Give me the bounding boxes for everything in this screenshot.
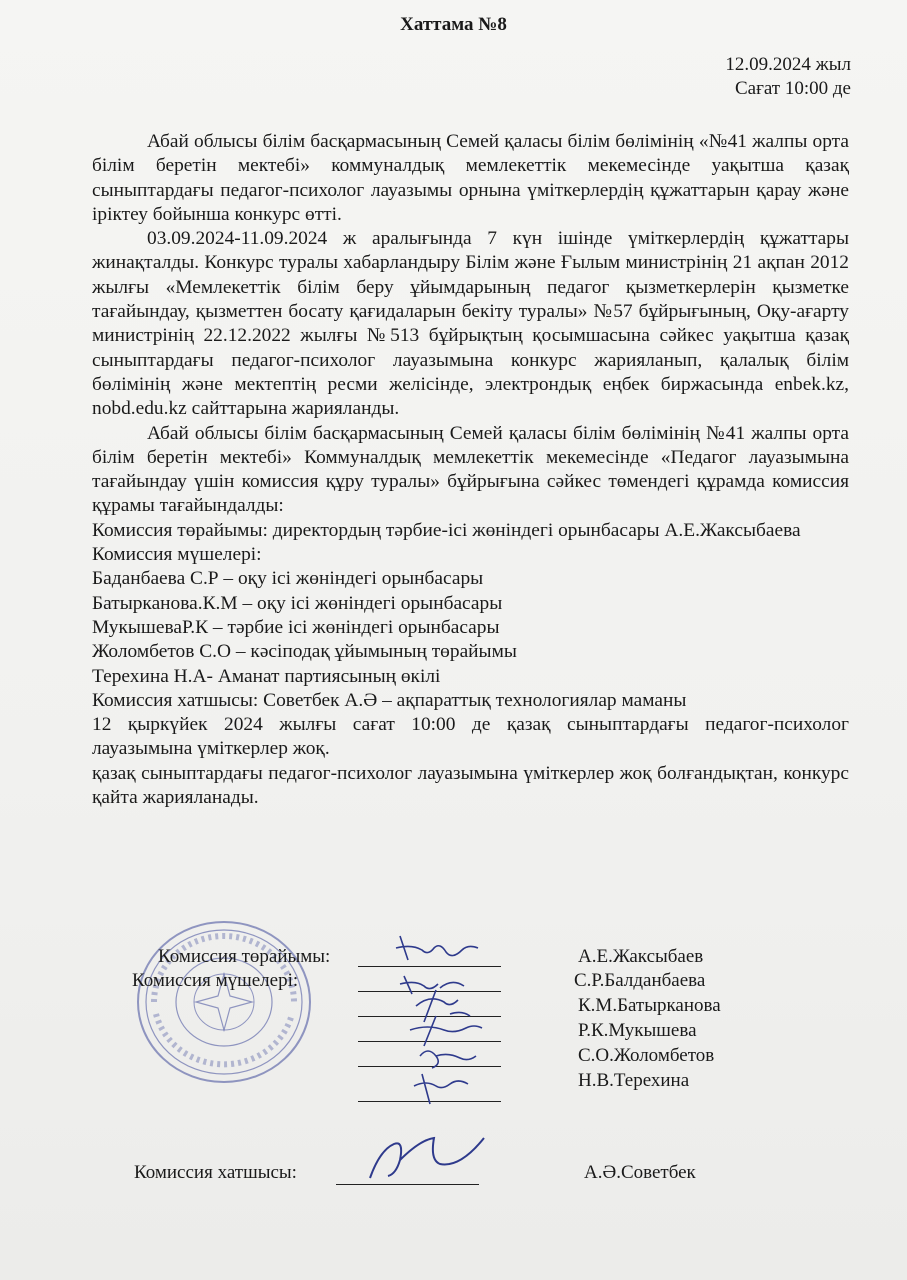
document-date: 12.09.2024 жыл bbox=[725, 54, 851, 75]
signatory-name: А.Ә.Советбек bbox=[584, 1162, 696, 1183]
signature-secretary-label: Комиссия хатшысы: bbox=[134, 1162, 297, 1183]
commission-member: Баданбаева С.Р – оқу ісі жөніндегі орынбасары bbox=[92, 568, 484, 590]
commission-member: Терехина Н.А- Аманат партиясының өкілі bbox=[92, 665, 441, 687]
signature-members-label: Комиссия мүшелері: bbox=[132, 970, 299, 991]
handwritten-signature bbox=[410, 1068, 480, 1108]
handwritten-signature bbox=[360, 1130, 490, 1186]
signatory-name: Н.В.Терехина bbox=[578, 1070, 690, 1091]
commission-member: Жоломбетов С.О – кәсіподақ ұйымының төрайымы bbox=[92, 641, 517, 663]
document-time: Сағат 10:00 де bbox=[734, 78, 851, 99]
commission-member: МукышеваР.К – тәрбие ісі жөніндегі орынбасары bbox=[92, 616, 500, 638]
conclusion-reannounce: қазақ сыныптардағы педагог-психолог лауазымына үміткерлер жоқ болғандықтан, конкурс қайта жарияланады. bbox=[92, 762, 849, 809]
signatory-name: Р.К.Мукышева bbox=[578, 1020, 697, 1041]
paragraph-announcement: 03.09.2024-11.09.2024 ж аралығында 7 күн ішінде үміткерлердің құжаттары жинақталды. Конкурс туралы хабарландыру Білім және Ғылым министрінің 21 ақпан 2012 жылғы «Мемлекеттік білім беру ұйымдарының педагог қызметкерлерін қызметке тағайындау, қызметтен босату қағидаларын бекіту туралы» №57 бұйрығының, Оқу-ағарту министрінің 22.12.2022 жылғы №513 бұйрықтың қосымшасына сәйкес уақытша қазақ сыныптардағы педагог-психолог лауазымына конкурс жарияланып, қалалық білім бөлімінің және мектептің ресми желісінде, электрондық еңбек биржасында enbek.kz, nobd.edu.kz сайттарына жарияланды. bbox=[92, 228, 849, 420]
handwritten-signature bbox=[392, 930, 482, 970]
signature-chair-label: Комиссия төрайымы: bbox=[158, 946, 331, 967]
commission-member: Батырканова.К.М – оқу ісі жөніндегі орынбасары bbox=[92, 592, 503, 614]
paragraph-intro: Абай облысы білім басқармасының Семей қаласы білім бөлімінің «№41 жалпы орта білім беретін мектебі» коммуналдық мемлекеттік мекемесінде уақытша қазақ сыныптардағы педагог-психолог лауазымы орнына үміткерлердің құжаттарын қарау және іріктеу бойынша конкурс өтті. bbox=[92, 131, 849, 225]
signatory-name: К.М.Батырканова bbox=[578, 995, 721, 1016]
paragraph-commission-order: Абай облысы білім басқармасының Семей қаласы білім бөлімінің №41 жалпы орта білім беретін мектебі» Коммуналдық мемлекеттік мекемесінде «Педагог лауазымына тағайындау үшін комиссия құру туралы» бұйрығына сәйкес төмендегі құрамда комиссия құрамы тағайындалды: bbox=[92, 422, 849, 517]
commission-chair-line: Комиссия төрайымы: директордың тәрбие-ісі жөніндегі орынбасары А.Е.Жаксыбаева bbox=[92, 519, 801, 541]
commission-members-heading: Комиссия мүшелері: bbox=[92, 544, 262, 566]
document-body bbox=[92, 130, 849, 810]
commission-secretary-line: Комиссия хатшысы: Советбек А.Ә – ақпараттық технологиялар маманы bbox=[92, 689, 687, 711]
school-stamp bbox=[134, 918, 314, 1086]
conclusion-no-candidates: 12 қыркүйек 2024 жылғы сағат 10:00 де қазақ сыныптардағы педагог-психолог лауазымына үміткерлер жоқ. bbox=[92, 714, 849, 760]
signatory-name: С.О.Жоломбетов bbox=[578, 1045, 715, 1066]
signatory-name: С.Р.Балданбаева bbox=[574, 970, 706, 991]
document-title: Хаттама №8 bbox=[400, 14, 507, 35]
signatory-name: А.Е.Жаксыбаев bbox=[578, 946, 704, 967]
